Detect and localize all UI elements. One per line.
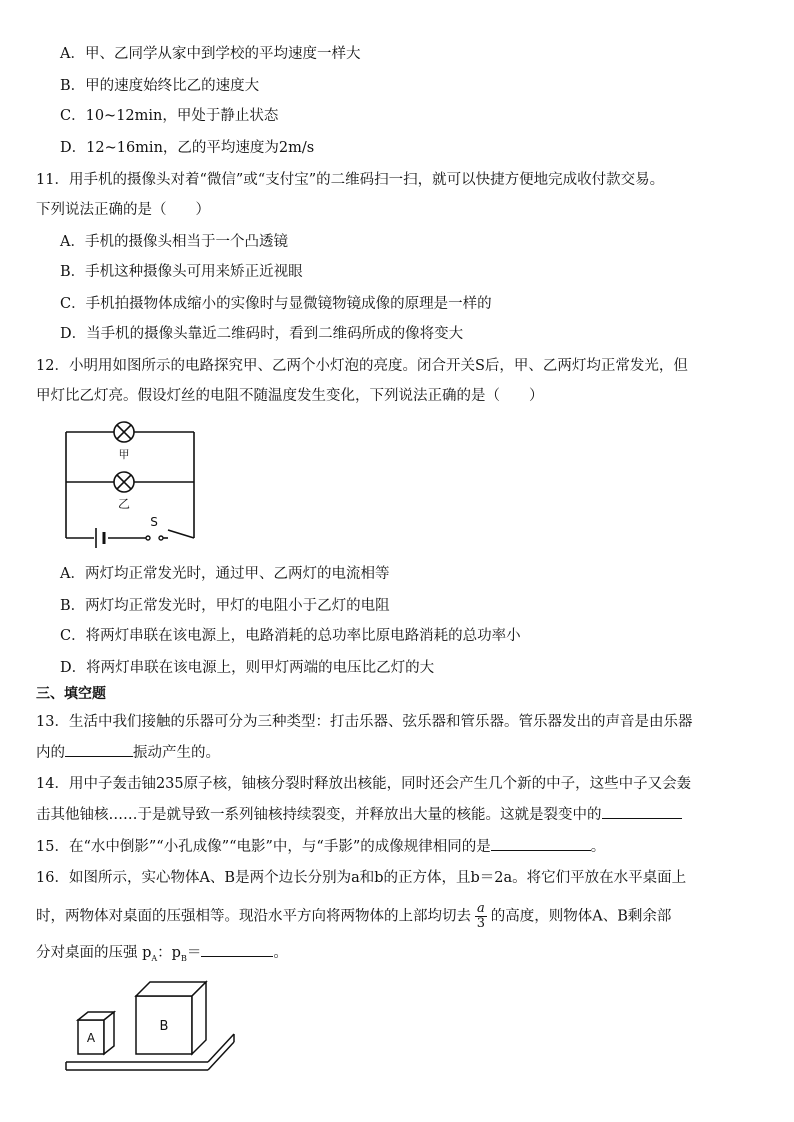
q10-option-b: B．甲的速度始终比乙的速度大 [60,78,260,94]
q11-option-b: B．手机这种摄像头可用来矫正近视眼 [60,264,303,280]
q14-stem-line2 [36,804,682,825]
section-heading: 三、填空题 [36,686,106,702]
q16-text-eq: ＝ [186,945,202,961]
fraction-denominator: 3 [476,916,486,931]
q16-answer-blank[interactable] [201,942,273,957]
q16-stem-line1: 16．如图所示，实心物体A、B是两个边长分别为a和b的正方体，且b＝2a。将它们平放在水平桌面上 [36,870,687,886]
q12-option-c: C．将两灯串联在该电源上，电路消耗的总功率比原电路消耗的总功率小 [60,628,521,644]
q16-text-pre: 时，两物体对桌面的压强相等。现沿水平方向将两物体的上部均切去 [36,908,471,925]
q10-option-c: C．10~12min，甲处于静止状态 [60,108,279,124]
cubes-diagram [58,976,248,1086]
q15-stem [36,836,605,857]
fraction-a-over-3 [475,902,487,931]
q14-text-pre: 击其他铀核……于是就导致一系列铀核持续裂变，并释放出大量的核能。这就是裂变中的 [36,807,602,823]
q11-stem-line1: 11．用手机的摄像头对着“微信”或“支付宝”的二维码扫一扫，就可以快捷方便地完成收付款交易。 [36,172,665,188]
q12-stem-line1: 12．小明用如图所示的电路探究甲、乙两个小灯泡的亮度。闭合开关S后，甲、乙两灯均正常发光，但 [36,358,688,374]
cube-a-label: A [86,1031,96,1045]
q13-stem-line2 [36,742,220,763]
q11-option-c: C．手机拍摄物体成缩小的实像时与显微镜物镜成像的原理是一样的 [60,296,492,312]
q16-stem-line3 [36,942,288,969]
q10-option-a: A．甲、乙同学从家中到学校的平均速度一样大 [60,46,361,62]
subscript-a: A [151,953,158,963]
switch-icon [146,536,163,540]
q11-option-d: D．当手机的摄像头靠近二维码时，看到二维码所成的像将变大 [60,326,464,342]
battery-icon [96,528,104,548]
cube-a [78,1012,114,1054]
q15-text-post: 。 [590,839,606,855]
q11-stem-line2: 下列说法正确的是（ ） [36,202,210,218]
q12-option-a: A．两灯均正常发光时，通过甲、乙两灯的电流相等 [60,566,390,582]
lamp-yi-label: 乙 [117,497,131,511]
fraction-numerator: a [477,901,485,916]
lamp-jia-label: 甲 [118,448,130,461]
q16-text-post: 。 [273,945,288,961]
q16-text-post: 的高度，则物体A、B剩余部 [490,908,672,925]
q16-stem-line2 [36,902,671,931]
lamp-jia-icon [114,422,134,442]
q11-option-a: A．手机的摄像头相当于一个凸透镜 [60,234,288,250]
q12-option-d: D．将两灯串联在该电源上，则甲灯两端的电压比乙灯的大 [60,660,435,676]
cube-b-label: B [159,1019,169,1034]
q16-text-pressure: 分对桌面的压强 p [36,945,152,961]
q15-text-pre: 15．在“水中倒影”“小孔成像”“电影”中，与“手影”的成像规律相同的是 [36,839,491,855]
q13-text-post: 振动产生的。 [133,745,220,761]
subscript-b: B [180,953,187,963]
q13-text-pre: 内的 [36,745,65,761]
q12-option-b: B．两灯均正常发光时，甲灯的电阻小于乙灯的电阻 [60,598,390,614]
q10-option-d: D．12~16min，乙的平均速度为2m/s [60,140,315,156]
switch-label: S [150,515,158,529]
circuit-diagram [50,418,210,548]
q14-stem-line1: 14．用中子轰击铀235原子核，铀核分裂时释放出核能，同时还会产生几个新的中子，这些中子又会轰 [36,776,692,792]
q15-answer-blank[interactable] [491,836,591,851]
q14-answer-blank[interactable] [602,804,682,819]
q16-text-colon: ：p [157,945,181,961]
lamp-yi-icon [114,472,134,492]
cube-b [136,982,206,1054]
q13-stem-line1: 13．生活中我们接触的乐器可分为三种类型：打击乐器、弦乐器和管乐器。管乐器发出的声音是由乐器 [36,714,693,730]
q13-answer-blank[interactable] [65,742,133,757]
q12-stem-line2: 甲灯比乙灯亮。假设灯丝的电阻不随温度发生变化，下列说法正确的是（ ） [36,388,544,404]
